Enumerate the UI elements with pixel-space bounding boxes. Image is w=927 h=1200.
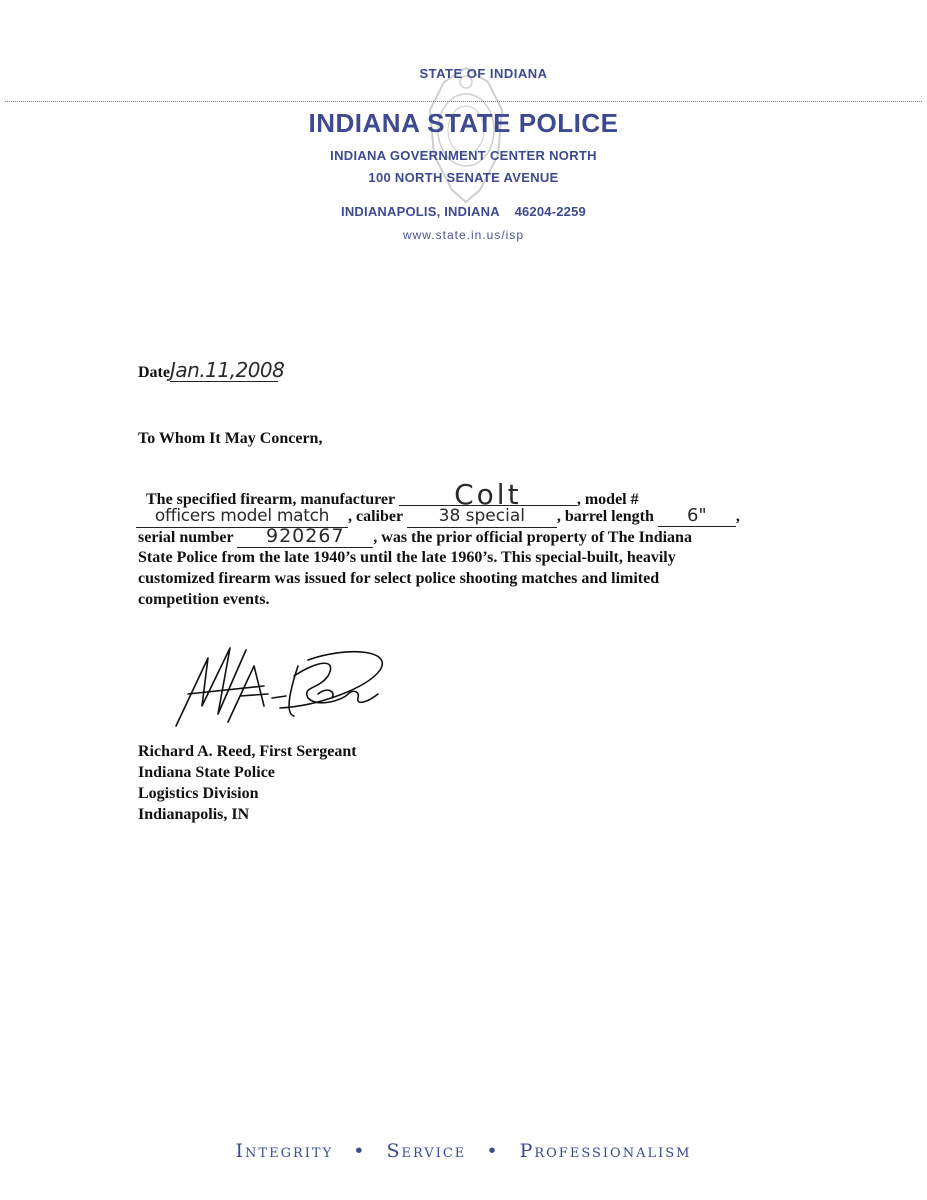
motto-separator: • [353,1140,367,1162]
handwritten-signature [168,636,398,736]
letterhead-address-line1: INDIANA GOVERNMENT CENTER NORTH [330,148,597,163]
paragraph-line-3 [138,526,778,547]
letterhead-rule [5,101,922,102]
serial-number-field: 920267 [237,526,373,548]
body-paragraph [138,478,778,610]
paragraph-line-5: customized firearm was issued for select police shooting matches and limited [138,570,660,587]
signer-name: Richard A. Reed, First Sergeant [138,743,357,760]
letterhead-address-line2: 100 NORTH SENATE AVENUE [368,170,559,185]
motto-professionalism: Professionalism [519,1140,692,1162]
manufacturer-field: Colt [399,484,577,506]
motto-service: Service [386,1140,467,1162]
paragraph-line-1 [138,478,778,511]
letterhead-state: STATE OF INDIANA [419,66,548,81]
caliber-field: 38 special [407,506,557,528]
letterhead-zip: 46204-2259 [514,204,586,219]
signature-block [138,741,357,825]
paragraph-text-5: , [735,508,740,525]
paragraph-text-6: serial number [138,529,234,546]
signer-organization: Indiana State Police [138,764,275,781]
paragraph-text-3: , caliber [348,508,403,525]
letterhead-city [0,204,927,219]
paragraph-text-1: The specified firearm, manufacturer [146,491,395,508]
paragraph-text-7: , was the prior official property of The Indiana [373,529,692,546]
motto-separator: • [486,1140,500,1162]
signer-location: Indianapolis, IN [138,806,250,823]
model-field: officers model match [136,506,348,528]
letterhead-city-state: INDIANAPOLIS, INDIANA [341,204,500,219]
date-line [138,358,285,383]
paragraph-text-4: , barrel length [556,508,654,525]
footer-motto [0,1140,927,1162]
paragraph-text-2: , model # [576,491,639,508]
motto-integrity: Integrity [235,1140,334,1162]
barrel-length-field: 6" [658,505,736,527]
date-value: Jan.11,2008 [169,358,285,382]
signer-division: Logistics Division [138,785,259,802]
letterhead-website: www.state.in.us/isp [402,228,525,242]
letterhead-agency: INDIANA STATE POLICE [308,108,619,138]
paragraph-line-6: competition events. [138,591,270,608]
paragraph-line-4: State Police from the late 1940’s until the late 1960’s. This special-built, heavily [138,549,676,566]
salutation: To Whom It May Concern, [138,430,323,447]
paragraph-line-2 [138,505,778,526]
date-label: Date [138,364,170,381]
